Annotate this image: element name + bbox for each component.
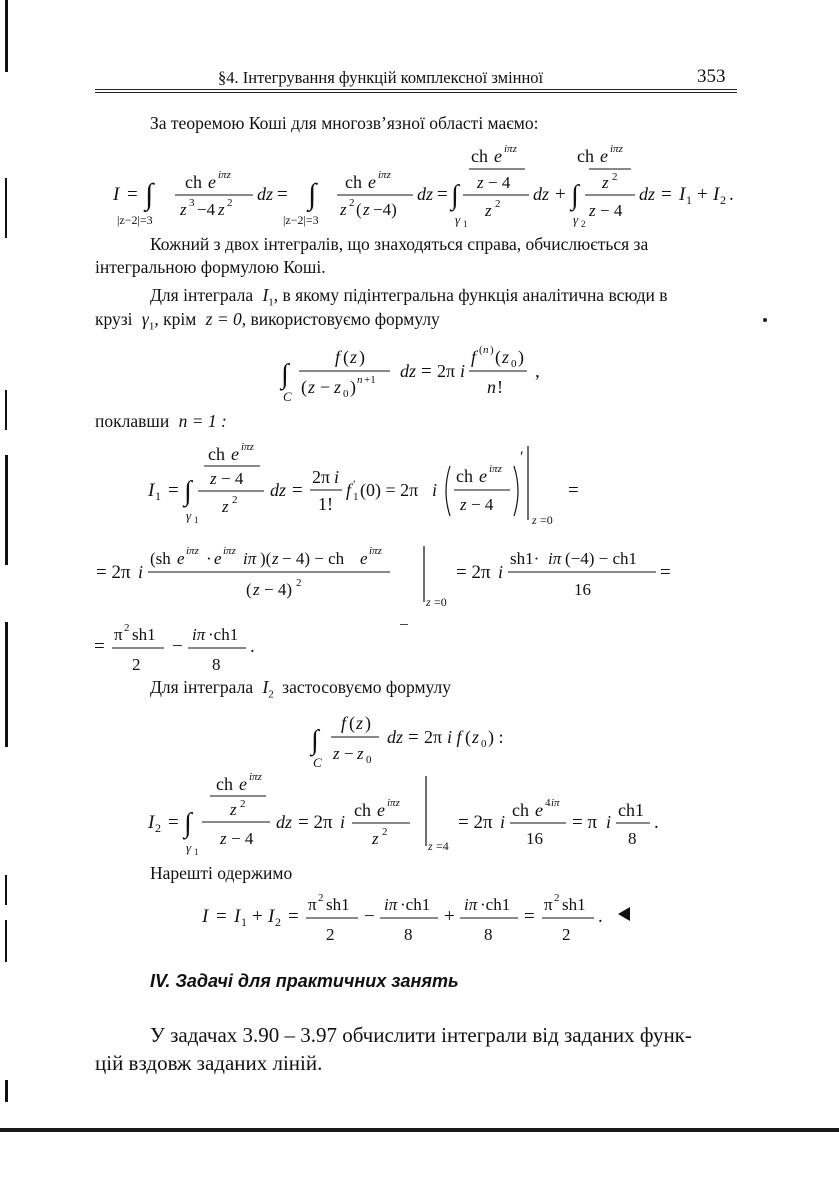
svg-text:=: = <box>292 480 303 501</box>
svg-text:− 4: − 4 <box>231 829 254 848</box>
text-fragment: , використовуємо формулу <box>241 309 440 329</box>
svg-text:sh1: sh1 <box>326 895 350 914</box>
svg-text:iπ: iπ <box>384 895 398 914</box>
svg-text:−4: −4 <box>197 200 216 219</box>
text-fragment: крузі <box>95 309 133 329</box>
svg-text:8: 8 <box>484 925 493 944</box>
svg-text:− 4: − 4 <box>221 469 244 488</box>
svg-text:·ch1: ·ch1 <box>400 895 431 914</box>
svg-text:2: 2 <box>382 826 388 838</box>
equation-final-result <box>196 886 656 948</box>
svg-text:4: 4 <box>545 797 551 809</box>
header-rule <box>95 89 737 90</box>
svg-text:=4: =4 <box>436 839 449 853</box>
svg-text:2: 2 <box>132 655 141 674</box>
svg-text:ch: ch <box>456 466 473 486</box>
svg-text:(: ( <box>349 713 355 733</box>
svg-text:z: z <box>333 744 340 763</box>
svg-text:): ) <box>518 347 524 367</box>
svg-text:i: i <box>500 812 506 832</box>
text-fragment: поклавши <box>95 411 170 431</box>
svg-text:0: 0 <box>343 388 349 400</box>
svg-text:dz: dz <box>533 184 550 204</box>
svg-text:γ: γ <box>186 508 192 523</box>
svg-text:iπz: iπz <box>186 545 199 557</box>
svg-text:·ch1: ·ch1 <box>480 895 511 914</box>
svg-text:−: − <box>172 636 183 657</box>
svg-text:iπz: iπz <box>241 441 254 453</box>
svg-text:iπz: iπz <box>378 169 391 181</box>
svg-text:2: 2 <box>562 925 571 944</box>
svg-text:): ) <box>350 377 356 397</box>
scan-edge-mark <box>5 455 8 565</box>
svg-text:ch: ch <box>208 444 225 464</box>
svg-text:+: + <box>252 906 263 927</box>
svg-text:0: 0 <box>481 738 487 750</box>
svg-text:iπ: iπ <box>464 895 478 914</box>
text-fragment: , крім <box>154 309 197 329</box>
svg-text:e: e <box>535 800 543 820</box>
svg-text:.: . <box>598 906 603 927</box>
svg-text:2: 2 <box>227 197 233 209</box>
svg-text:− 4): − 4) <box>264 580 292 599</box>
svg-text:.: . <box>654 812 659 833</box>
svg-text:|z−2|=3: |z−2|=3 <box>117 213 153 227</box>
svg-text:∫: ∫ <box>451 180 459 211</box>
svg-text:sh1·: sh1· <box>510 549 540 568</box>
svg-text:e: e <box>231 444 239 464</box>
svg-text:dz: dz <box>639 184 656 204</box>
text-fragment: , в якому підінтегральна функція аналітична всюди в <box>273 285 668 305</box>
svg-text:1: 1 <box>241 915 247 929</box>
svg-text:ch: ch <box>354 800 371 820</box>
scan-edge-mark <box>5 1080 8 1102</box>
svg-text:n: n <box>487 377 496 397</box>
svg-text:z: z <box>426 595 431 609</box>
svg-text:2: 2 <box>495 198 501 210</box>
svg-text:I: I <box>679 184 686 205</box>
svg-text:dz: dz <box>276 812 293 832</box>
equation-I1-result <box>88 618 288 680</box>
paragraph-text: Нарешті одержимо <box>150 863 293 883</box>
svg-text:∫: ∫ <box>184 808 192 839</box>
svg-text:(: ( <box>465 727 471 747</box>
svg-text:=0: =0 <box>434 595 447 609</box>
svg-text:f: f <box>346 480 352 500</box>
svg-text:iπ: iπ <box>551 797 560 809</box>
svg-text:1: 1 <box>463 219 468 229</box>
svg-text:(: ( <box>356 200 362 219</box>
svg-text:i f: i f <box>447 727 462 747</box>
paragraph-text: цій вздовж заданих ліній. <box>95 1051 323 1075</box>
math-symbol: I <box>262 285 269 305</box>
svg-text:=: = <box>437 184 448 205</box>
svg-text:z: z <box>485 201 492 220</box>
svg-text:π: π <box>544 895 553 914</box>
stray-mark <box>400 624 408 625</box>
svg-text:∫: ∫ <box>184 476 192 507</box>
svg-text:= 2π: = 2π <box>96 562 131 583</box>
svg-text:∫: ∫ <box>571 180 579 211</box>
text-fragment: Для інтеграла <box>150 285 254 305</box>
svg-text:+: + <box>444 906 455 927</box>
svg-text:2: 2 <box>318 892 324 904</box>
svg-text:z: z <box>460 495 467 514</box>
svg-text:2π: 2π <box>437 361 456 381</box>
svg-text:(−4) − ch1: (−4) − ch1 <box>565 549 638 568</box>
svg-text:I: I <box>268 906 275 927</box>
svg-text:iπz: iπz <box>489 463 502 475</box>
svg-text:=: = <box>408 727 419 748</box>
svg-text:I: I <box>113 184 120 205</box>
svg-text:iπ: iπ <box>192 625 206 644</box>
svg-text:f: f <box>335 347 341 367</box>
svg-text:ch: ch <box>512 800 529 820</box>
svg-text:f: f <box>471 347 477 367</box>
svg-text:C: C <box>283 389 292 404</box>
equation-cauchy-integral-formula <box>305 705 555 767</box>
svg-text:.: . <box>250 636 255 657</box>
text-fragment: Для інтеграла <box>150 677 254 697</box>
scan-edge-mark <box>5 178 7 238</box>
svg-text:1!: 1! <box>318 494 333 514</box>
svg-text:γ: γ <box>573 212 579 227</box>
paragraph-text <box>95 410 227 432</box>
svg-text:ch: ch <box>216 774 233 794</box>
svg-text:z: z <box>222 497 229 516</box>
svg-text:2: 2 <box>326 925 335 944</box>
svg-text:z: z <box>357 744 364 763</box>
svg-text:iπ: iπ <box>243 549 257 568</box>
svg-text:2: 2 <box>296 577 302 589</box>
svg-text:) :: ) : <box>488 727 504 747</box>
svg-text:π: π <box>308 895 317 914</box>
svg-text:∫: ∫ <box>145 178 154 211</box>
svg-text:=: = <box>524 906 535 927</box>
svg-text:z: z <box>230 800 237 819</box>
svg-text:·ch1: ·ch1 <box>208 625 239 644</box>
svg-text:e: e <box>208 172 216 192</box>
math-inline: z = 0 <box>205 309 242 329</box>
svg-text:sh1: sh1 <box>562 895 586 914</box>
paragraph-text: Кожний з двох інтегралів, що знаходяться справа, обчислюється за <box>150 234 649 254</box>
svg-text:2: 2 <box>240 798 246 810</box>
svg-text:= π: = π <box>572 812 598 833</box>
svg-text:=: = <box>661 184 672 205</box>
svg-text:1: 1 <box>155 489 161 503</box>
svg-text:z: z <box>602 173 609 192</box>
svg-text:i: i <box>340 812 346 832</box>
svg-text:iπz: iπz <box>610 143 623 155</box>
svg-text:− 4: − 4 <box>600 201 623 220</box>
svg-text:iπz: iπz <box>249 771 262 783</box>
svg-text:z: z <box>253 580 260 599</box>
svg-text:− 4: − 4 <box>471 495 494 514</box>
svg-text:2: 2 <box>124 622 130 634</box>
math-symbol: I <box>262 677 269 697</box>
svg-text:z: z <box>210 469 217 488</box>
svg-text:2π: 2π <box>424 727 443 747</box>
svg-text:·: · <box>206 549 212 568</box>
svg-text:= 2π: = 2π <box>456 562 491 583</box>
equation-I2-computation <box>140 770 700 862</box>
svg-text:=: = <box>216 906 227 927</box>
svg-text:− 4: − 4 <box>488 173 511 192</box>
page-number: 353 <box>697 66 726 87</box>
svg-text:e: e <box>494 146 502 166</box>
scan-edge-mark <box>5 0 8 72</box>
svg-text:=: = <box>568 480 579 501</box>
svg-text:(sh: (sh <box>150 549 171 568</box>
svg-text:′: ′ <box>520 449 524 466</box>
svg-text:z: z <box>180 200 187 219</box>
svg-text:e: e <box>479 466 487 486</box>
svg-text:ch1: ch1 <box>618 800 644 820</box>
svg-text:I: I <box>713 184 720 205</box>
svg-text:+: + <box>697 184 708 205</box>
scan-edge-mark <box>5 622 8 747</box>
svg-text:=: = <box>660 562 671 583</box>
svg-text:z: z <box>502 347 510 367</box>
equation-cauchy-multiply-connected <box>105 140 755 235</box>
svg-text:dz: dz <box>270 480 287 500</box>
svg-text:2: 2 <box>155 821 161 835</box>
svg-text:z: z <box>532 513 537 527</box>
svg-text:|z−2|=3: |z−2|=3 <box>283 213 319 227</box>
math-subscript: 2 <box>268 688 274 701</box>
svg-text:(: ( <box>479 344 483 356</box>
svg-text:z: z <box>589 201 596 220</box>
svg-text:(0) = 2π: (0) = 2π <box>360 480 419 500</box>
svg-text:z: z <box>350 347 358 367</box>
svg-text:I: I <box>148 812 155 833</box>
svg-text:z: z <box>340 200 347 219</box>
svg-text:(: ( <box>495 347 501 367</box>
paragraph-text: За теоремою Коші для многозв’язної області маємо: <box>150 113 539 133</box>
svg-text:=: = <box>168 480 179 501</box>
svg-text:γ: γ <box>455 212 461 227</box>
svg-text:z: z <box>220 829 227 848</box>
svg-text:′: ′ <box>353 477 356 491</box>
svg-text:−: − <box>344 744 354 763</box>
svg-text:−: − <box>320 377 331 397</box>
section-heading: IV. Задачі для практичних занять <box>150 971 459 991</box>
svg-text:2: 2 <box>554 892 560 904</box>
svg-text:ch: ch <box>345 172 362 192</box>
svg-text:i: i <box>432 480 438 500</box>
svg-text:iπz: iπz <box>387 797 400 809</box>
svg-text:+: + <box>555 184 566 205</box>
svg-text:z: z <box>272 549 279 568</box>
svg-text:z: z <box>308 377 316 397</box>
paragraph-text: інтегральною формулою Коші. <box>95 257 326 277</box>
equation-cauchy-derivative-formula <box>275 335 605 405</box>
scan-edge-mark <box>5 875 7 905</box>
svg-text:16: 16 <box>574 580 591 599</box>
svg-text:γ: γ <box>186 840 192 855</box>
svg-text:): ) <box>359 347 365 367</box>
svg-text:=: = <box>168 812 179 833</box>
svg-text:∫: ∫ <box>308 178 317 211</box>
svg-text:z: z <box>472 727 480 747</box>
svg-text:i: i <box>498 562 504 582</box>
svg-text:e: e <box>239 774 247 794</box>
equation-I1-derivative-evaluation <box>90 540 690 610</box>
svg-text:!: ! <box>497 377 503 397</box>
svg-text:2π: 2π <box>312 467 331 487</box>
svg-text:+1: +1 <box>364 374 376 386</box>
svg-text:e: e <box>600 146 608 166</box>
svg-text:=0: =0 <box>540 513 553 527</box>
svg-text:= 2π: = 2π <box>458 812 493 833</box>
svg-text:iπz: iπz <box>218 169 231 181</box>
paragraph-text: У задачах 3.90 – 3.97 обчислити інтеграли від заданих функ- <box>150 1023 692 1047</box>
svg-text:ch: ch <box>471 146 488 166</box>
math-inline: n = 1 : <box>178 411 227 431</box>
svg-text:0: 0 <box>366 754 372 766</box>
svg-text:)(: )( <box>260 549 272 568</box>
math-symbol: γ <box>141 309 149 329</box>
svg-text:iπ: iπ <box>548 549 562 568</box>
svg-text:∫: ∫ <box>311 725 319 756</box>
svg-text:= 2π: = 2π <box>298 812 333 833</box>
svg-text:z: z <box>477 173 484 192</box>
svg-text:f: f <box>341 713 347 733</box>
scan-edge-mark <box>5 390 7 430</box>
svg-text:n: n <box>357 374 363 386</box>
svg-text:dz: dz <box>417 184 434 204</box>
running-header-title: §4. Інтегрування функцій комплексної змінної <box>218 68 544 87</box>
svg-text:): ) <box>490 344 494 356</box>
svg-text:(: ( <box>343 347 349 367</box>
svg-text:2: 2 <box>612 171 618 183</box>
svg-text:z: z <box>218 200 225 219</box>
svg-text:=: = <box>288 906 299 927</box>
svg-text:z: z <box>334 377 342 397</box>
svg-text:ch: ch <box>185 172 202 192</box>
svg-text:∫: ∫ <box>281 359 289 390</box>
header-rule <box>95 92 737 93</box>
svg-text:I: I <box>148 480 155 501</box>
svg-text:C: C <box>313 755 322 767</box>
svg-text:2: 2 <box>275 915 281 929</box>
svg-text:1: 1 <box>194 847 199 857</box>
svg-text:iπz: iπz <box>369 545 382 557</box>
svg-text:2: 2 <box>232 494 238 506</box>
svg-text:i: i <box>334 467 340 487</box>
svg-text:1: 1 <box>686 193 692 207</box>
svg-text:2: 2 <box>349 197 355 209</box>
svg-text:8: 8 <box>404 925 413 944</box>
svg-text:−: − <box>364 906 375 927</box>
svg-text:i: i <box>138 562 144 582</box>
svg-text:z: z <box>372 829 379 848</box>
paragraph-text <box>95 308 440 338</box>
svg-text:i: i <box>606 812 612 832</box>
svg-text:z: z <box>428 839 433 853</box>
svg-text:z: z <box>356 713 364 733</box>
svg-text:.: . <box>729 184 734 205</box>
svg-text:=: = <box>277 184 288 205</box>
svg-text:1: 1 <box>194 515 199 525</box>
svg-text:8: 8 <box>628 829 637 848</box>
svg-text:0: 0 <box>511 358 517 370</box>
svg-text:dz: dz <box>257 184 274 204</box>
svg-text:=: = <box>94 636 105 657</box>
svg-text:(: ( <box>301 377 307 397</box>
svg-text:1: 1 <box>353 491 359 503</box>
paragraph-text <box>150 676 451 706</box>
svg-text:e: e <box>214 549 222 568</box>
svg-text:− 4) − ch: − 4) − ch <box>282 549 345 568</box>
svg-text:2: 2 <box>581 219 586 229</box>
svg-text:16: 16 <box>526 829 543 848</box>
svg-text:z: z <box>363 200 370 219</box>
svg-text:e: e <box>360 549 368 568</box>
text-fragment: застосовуємо формулу <box>282 677 451 697</box>
svg-text:=: = <box>127 184 138 205</box>
svg-text:π: π <box>114 625 123 644</box>
svg-text:i: i <box>460 361 466 381</box>
svg-text:e: e <box>377 800 385 820</box>
svg-text:iπz: iπz <box>223 545 236 557</box>
svg-text:dz: dz <box>387 727 404 747</box>
svg-text:e: e <box>368 172 376 192</box>
stray-dot <box>763 318 767 322</box>
math-subscript: 1 <box>268 296 274 309</box>
svg-text:dz: dz <box>400 361 417 381</box>
svg-text:=: = <box>421 361 432 382</box>
svg-text:8: 8 <box>212 655 221 674</box>
svg-text:I: I <box>202 906 209 927</box>
svg-text:I: I <box>234 906 241 927</box>
svg-text:ch: ch <box>577 146 594 166</box>
svg-text:2: 2 <box>720 193 726 207</box>
svg-text:n: n <box>483 344 489 356</box>
math-subscript: 1 <box>148 320 155 333</box>
scan-bottom-rule <box>0 1128 839 1132</box>
svg-text:−4): −4) <box>373 200 397 219</box>
svg-text:iπz: iπz <box>504 143 517 155</box>
equation-I1-computation <box>140 438 600 530</box>
scan-edge-mark <box>5 920 7 962</box>
svg-text:(: ( <box>246 580 252 599</box>
svg-text:): ) <box>365 713 371 733</box>
svg-text:e: e <box>177 549 185 568</box>
svg-text:3: 3 <box>189 197 195 209</box>
svg-text:,: , <box>535 361 540 382</box>
svg-text:sh1: sh1 <box>132 625 156 644</box>
